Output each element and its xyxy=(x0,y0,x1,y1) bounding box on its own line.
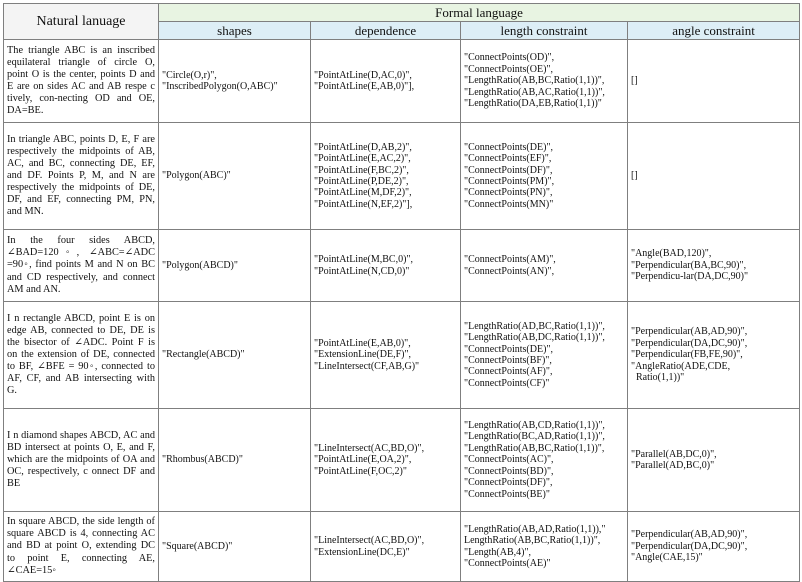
code-line: "Rhombus(ABCD)" xyxy=(162,454,243,466)
code-line: "PointAtLine(E,OA,2)", xyxy=(314,454,412,466)
code-line: "ConnectPoints(AE)" xyxy=(464,557,551,569)
code-line: "Perpendicular(DA,DC,90)", xyxy=(631,337,748,349)
code-line: "ConnectPoints(PN)", xyxy=(464,187,553,199)
shapes-cell xyxy=(159,512,311,582)
angle-constraint-header: angle constraint xyxy=(628,22,800,40)
code-line: "LineIntersect(AC,BD,O)", xyxy=(314,442,425,454)
code-line: "ExtensionLine(DC,E)" xyxy=(314,546,410,558)
dependence-header: dependence xyxy=(311,22,461,40)
table-row xyxy=(4,302,800,409)
code-line: "PointAtLine(M,BC,0)", xyxy=(314,254,413,266)
table-row xyxy=(4,123,800,230)
angle-constraint-cell xyxy=(628,512,800,582)
code-line: "Polygon(ABC)" xyxy=(162,170,231,182)
code-line: LengthRatio(AB,BC,Ratio(1,1))", xyxy=(464,535,601,547)
angle-constraint-cell xyxy=(628,302,800,409)
natural-language-cell: I n diamond shapes ABCD, AC and BD intersect at points O, E, and F, which are the midpoints of OA and OC, respectively, c onnect DF and BE xyxy=(4,409,159,512)
dependence-cell xyxy=(311,40,461,123)
code-line: "Polygon(ABCD)" xyxy=(162,259,238,271)
code-line: "PointAtLine(E,AC,2)", xyxy=(314,153,411,165)
dependence-cell xyxy=(311,302,461,409)
natural-language-cell: I n rectangle ABCD, point E is on edge AB, connected to DE, DE is the bisector of ∠ADC. Point F is on the extension of DE, connected to BF, ∠BFE = 90◦, connected to AF, CF, and AB intersecting with G. xyxy=(4,302,159,409)
code-line: "ConnectPoints(BD)", xyxy=(464,465,554,477)
code-line: "ConnectPoints(DF)", xyxy=(464,477,553,489)
code-line: "Perpendicular(BA,BC,90)", xyxy=(631,259,747,271)
shapes-cell xyxy=(159,230,311,302)
dependence-cell xyxy=(311,123,461,230)
angle-constraint-cell xyxy=(628,40,800,123)
code-line: "ConnectPoints(DE)", xyxy=(464,141,553,153)
code-line: "PointAtLine(E,AB,0)"], xyxy=(314,81,415,92)
code-line: "PointAtLine(M,DF,2)", xyxy=(314,187,412,199)
dependence-cell xyxy=(311,512,461,582)
length-constraint-cell xyxy=(461,302,628,409)
code-line: "ConnectPoints(DF)", xyxy=(464,164,553,176)
code-line: "Length(AB,4)", xyxy=(464,546,532,558)
length-constraint-cell xyxy=(461,512,628,582)
code-line: "Perpendicular(AB,AD,90)", xyxy=(631,529,748,541)
code-line: "LengthRatio(AB,CD,Ratio(1,1))", xyxy=(464,420,605,432)
code-line: "ExtensionLine(DE,F)", xyxy=(314,349,412,361)
angle-constraint-cell xyxy=(628,230,800,302)
shapes-header: shapes xyxy=(159,22,311,40)
code-line: "Perpendicu-lar(DA,DC,90)" xyxy=(631,271,749,283)
code-line: "ConnectPoints(PM)", xyxy=(464,176,555,187)
code-line: "Parallel(AD,BC,0)" xyxy=(631,460,715,471)
code-line: Ratio(1,1))" xyxy=(631,372,685,384)
length-constraint-header: length constraint xyxy=(461,22,628,40)
code-line: "Rectangle(ABCD)" xyxy=(162,349,245,361)
code-line: "InscribedPolygon(O,ABC)" xyxy=(162,81,278,92)
code-line: "PointAtLine(E,AB,0)", xyxy=(314,337,411,349)
code-line: "ConnectPoints(EF)", xyxy=(464,153,552,165)
table-row xyxy=(4,40,800,123)
code-line: "LineIntersect(AC,BD,O)", xyxy=(314,535,425,547)
length-constraint-cell xyxy=(461,123,628,230)
code-line: "ConnectPoints(AM)", xyxy=(464,254,556,266)
shapes-cell xyxy=(159,123,311,230)
code-line: "PointAtLine(N,EF,2)"], xyxy=(314,198,413,210)
natural-language-cell: The triangle ABC is an inscribed equilateral triangle of circle O, point O is the center, points D and E are on sides AC and AB respe c tively, con-necting OD and OE, DA=BE. xyxy=(4,40,159,123)
code-line: "Circle(O,r)", xyxy=(162,69,217,81)
code-line: "Parallel(AB,DC,0)", xyxy=(631,448,717,460)
code-line: "Square(ABCD)" xyxy=(162,540,233,552)
code-line: "LengthRatio(AD,BC,Ratio(1,1))", xyxy=(464,320,605,332)
length-constraint-cell xyxy=(461,230,628,302)
code-line: "LengthRatio(AB,DC,Ratio(1,1))", xyxy=(464,332,605,344)
angle-constraint-cell xyxy=(628,409,800,512)
code-line: "LengthRatio(DA,EB,Ratio(1,1))" xyxy=(464,98,602,110)
code-line: "PointAtLine(F,OC,2)" xyxy=(314,465,407,477)
table-row xyxy=(4,409,800,512)
dependence-cell xyxy=(311,230,461,302)
natural-language-cell: In square ABCD, the side length of square ABCD is 4, connecting AC and BD at point O, extending DC to point E, connecting AE, ∠CAE=15◦ xyxy=(4,512,159,582)
code-line: "Perpendicular(DA,DC,90)", xyxy=(631,540,748,552)
code-line: "ConnectPoints(CF)" xyxy=(464,377,550,389)
code-line: "Perpendicular(FB,FE,90)", xyxy=(631,349,743,361)
code-line: "PointAtLine(P,DE,2)", xyxy=(314,176,409,187)
code-line: "ConnectPoints(MN)" xyxy=(464,198,554,210)
shapes-cell xyxy=(159,302,311,409)
code-line: "ConnectPoints(OD)", xyxy=(464,52,555,64)
code-line: "PointAtLine(N,CD,0)" xyxy=(314,265,410,277)
code-line: "Angle(BAD,120)", xyxy=(631,248,712,260)
code-line: "LengthRatio(AB,BC,Ratio(1,1))", xyxy=(464,442,605,454)
code-line: "ConnectPoints(OE)", xyxy=(464,63,553,75)
angle-constraint-cell xyxy=(628,123,800,230)
formal-language-header: Formal language xyxy=(159,4,800,22)
code-line: "PointAtLine(D,AC,0)", xyxy=(314,69,412,81)
code-line: "ConnectPoints(BE)" xyxy=(464,488,550,500)
code-line: "LineIntersect(CF,AB,G)" xyxy=(314,360,420,372)
code-line: "ConnectPoints(AF)", xyxy=(464,366,553,378)
code-line: "ConnectPoints(BF)", xyxy=(464,355,552,366)
formal-language-table xyxy=(3,3,800,582)
code-line: [] xyxy=(631,170,638,182)
code-line: "LengthRatio(AB,BC,Ratio(1,1))", xyxy=(464,75,605,87)
code-line: "Perpendicular(AB,AD,90)", xyxy=(631,326,748,338)
length-constraint-cell xyxy=(461,40,628,123)
code-line: "ConnectPoints(AN)", xyxy=(464,265,555,277)
natural-language-header: Natural lanuage xyxy=(4,4,159,40)
code-line: "ConnectPoints(AC)", xyxy=(464,454,554,466)
shapes-cell xyxy=(159,409,311,512)
natural-language-cell: In the four sides ABCD, ∠BAD=120◦, ∠ABC=∠ADC =90◦, find points M and N on BC and CD respectively, and connect AM and AN. xyxy=(4,230,159,302)
length-constraint-cell xyxy=(461,409,628,512)
code-line: "LengthRatio(AB,AC,Ratio(1,1))", xyxy=(464,86,605,98)
code-line: "AngleRatio(ADE,CDE, xyxy=(631,360,731,372)
natural-language-cell: In triangle ABC, points D, E, F are respectively the midpoints of AB, AC, and BC, connecting DE, EF, and DF. Points P, M, and N are respectively the midpoints of DE, DF, and EF, connecting PM, PN, and MN. xyxy=(4,123,159,230)
code-line: "ConnectPoints(DE)", xyxy=(464,343,553,355)
code-line: "PointAtLine(D,AB,2)", xyxy=(314,141,412,153)
code-line: "LengthRatio(BC,AD,Ratio(1,1))", xyxy=(464,431,605,443)
code-line: "Angle(CAE,15)" xyxy=(631,552,703,564)
table-row xyxy=(4,512,800,582)
dependence-cell xyxy=(311,409,461,512)
shapes-cell xyxy=(159,40,311,123)
table-row xyxy=(4,230,800,302)
code-line: "LengthRatio(AB,AD,Ratio(1,1))," xyxy=(464,523,606,535)
code-line: "PointAtLine(F,BC,2)", xyxy=(314,164,409,176)
code-line: [] xyxy=(631,75,638,87)
